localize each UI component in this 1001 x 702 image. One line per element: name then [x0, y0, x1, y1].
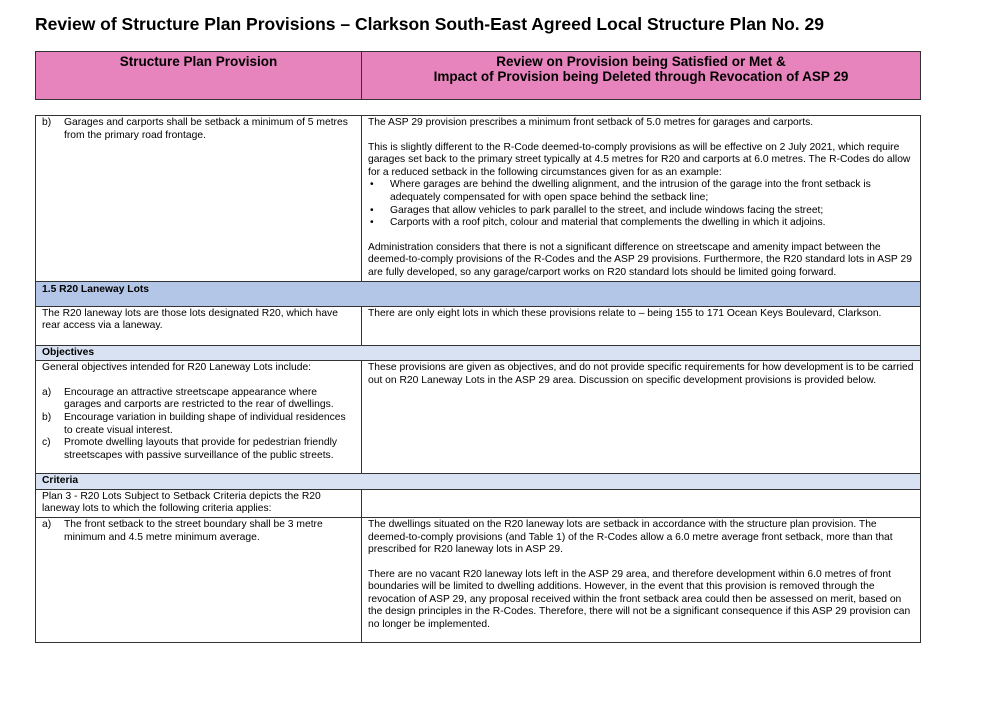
item-label: c): [42, 437, 51, 449]
section-heading: 1.5 R20 Laneway Lots: [36, 281, 921, 306]
item-label: a): [42, 518, 52, 530]
review-cell: [362, 517, 921, 642]
item-label: b): [42, 411, 52, 423]
item-text: Encourage variation in building shape of individual residences to create visual interest.: [64, 411, 346, 436]
item-text: Garages and carports shall be setback a minimum of 5 metres from the primary road frontage.: [64, 117, 348, 141]
list-item: [42, 412, 355, 437]
item-label: b): [42, 117, 52, 128]
list-item: [368, 205, 914, 218]
review-paragraph: The ASP 29 provision prescribes a minimum front setback of 5.0 metres for garages and carports.: [368, 117, 814, 128]
review-cell: [362, 116, 921, 282]
bullet-icon: •: [370, 204, 374, 216]
review-paragraph: The dwellings situated on the R20 laneway lots are setback in accordance with the structure plan provision. The deemed-to-comply provisions (and Table 1) of the R-Codes allow a 6.0 metre average front setback, more than that prescribed for R20 laneway lots in ASP 29.: [368, 518, 893, 556]
provision-cell: Plan 3 - R20 Lots Subject to Setback Criteria depicts the R20 laneway lots to which the following criteria applies:: [36, 489, 362, 517]
subsection-heading: Criteria: [36, 474, 921, 490]
review-cell: There are only eight lots in which these provisions relate to – being 155 to 171 Ocean Keys Boulevard, Clarkson.: [362, 306, 921, 345]
provision-cell: [36, 361, 362, 474]
table-row: [36, 489, 921, 517]
review-paragraph: There are no vacant R20 laneway lots left in the ASP 29 area, and therefore development within 6.0 metres of front boundaries will be limited to dwelling additions. However, in the event that this provision is removed through the revocation of ASP 29, any proposal received within the front setback area could then be assessed on merit, based on the design principles in the R-Codes. Therefore, there will not be a significant consequence if this ASP 29 provision can no longer be implemented.: [368, 568, 911, 631]
item-label: a): [42, 386, 52, 398]
list-item: [368, 179, 914, 204]
header-table: [35, 51, 921, 100]
subsection-heading-row: [36, 345, 921, 361]
table-row: [36, 306, 921, 345]
document-title: Review of Structure Plan Provisions – Clarkson South-East Agreed Local Structure Plan No. 29: [35, 14, 824, 34]
table-row: [36, 116, 921, 282]
provisions-table: [35, 115, 921, 643]
header-col-review: [362, 52, 921, 100]
header-review-line2: Impact of Provision being Deleted through Revocation of ASP 29: [433, 69, 849, 84]
header-row: [36, 52, 921, 100]
review-paragraph: This is slightly different to the R-Code deemed-to-comply provisions as will be effective on 2 July 2021, which require garages set back to the primary street typically at 4.5 metres for R20 and carports at 6.0 metres. The R-Codes do allow for a reduced setback in the following circumstances given for as an example:: [368, 141, 911, 178]
review-cell: These provisions are given as objectives, and do not provide specific requirements for how development is to be carried out on R20 Laneway Lots in the ASP 29 area. Discussion on specific development provisions is provided below.: [362, 361, 921, 474]
table-row: [36, 517, 921, 642]
header-col-provision: Structure Plan Provision: [36, 52, 362, 100]
bullet-list: [368, 179, 914, 229]
item-text: Encourage an attractive streetscape appearance where garages and carports are restricted to the rear of dwellings.: [64, 386, 334, 411]
review-cell: [362, 489, 921, 517]
list-item: [42, 387, 355, 412]
subsection-heading-row: [36, 474, 921, 490]
item-text: Promote dwelling layouts that provide for pedestrian friendly streetscapes with passive surveillance of the public streets.: [64, 437, 338, 461]
subsection-heading: Objectives: [36, 345, 921, 361]
list-item-text: Carports with a roof pitch, colour and material that complements the dwelling in which it adjoins.: [390, 217, 826, 229]
list-item: [368, 217, 914, 230]
provision-cell: [36, 116, 362, 282]
bullet-icon: •: [370, 179, 374, 191]
item-text: The front setback to the street boundary shall be 3 metre minimum and 4.5 metre minimum average.: [64, 518, 323, 543]
bullet-icon: •: [370, 217, 374, 229]
provision-cell: [36, 517, 362, 642]
list-item-text: Where garages are behind the dwelling alignment, and the intrusion of the garage into the front setback is adequately compensated for with open space behind the setback line;: [390, 179, 871, 203]
provision-cell: The R20 laneway lots are those lots designated R20, which have rear access via a laneway.: [36, 306, 362, 345]
table-row: [36, 361, 921, 474]
section-heading-row: [36, 281, 921, 306]
list-item: [42, 437, 355, 462]
objectives-intro: General objectives intended for R20 Laneway Lots include:: [42, 362, 312, 374]
list-item-text: Garages that allow vehicles to park parallel to the street, and include windows facing the street;: [390, 204, 824, 216]
review-paragraph: Administration considers that there is not a significant difference on streetscape and amenity impact between the deemed-to-comply provisions of the R-Codes and the ASP 29 provisions. Furthermore, the R20 standard lots in ASP 29 are fully developed, so any garage/carport works on R20 standard lots should be limited going forward.: [368, 241, 912, 278]
header-review-line1: Review on Provision being Satisfied or Met &: [496, 54, 786, 69]
